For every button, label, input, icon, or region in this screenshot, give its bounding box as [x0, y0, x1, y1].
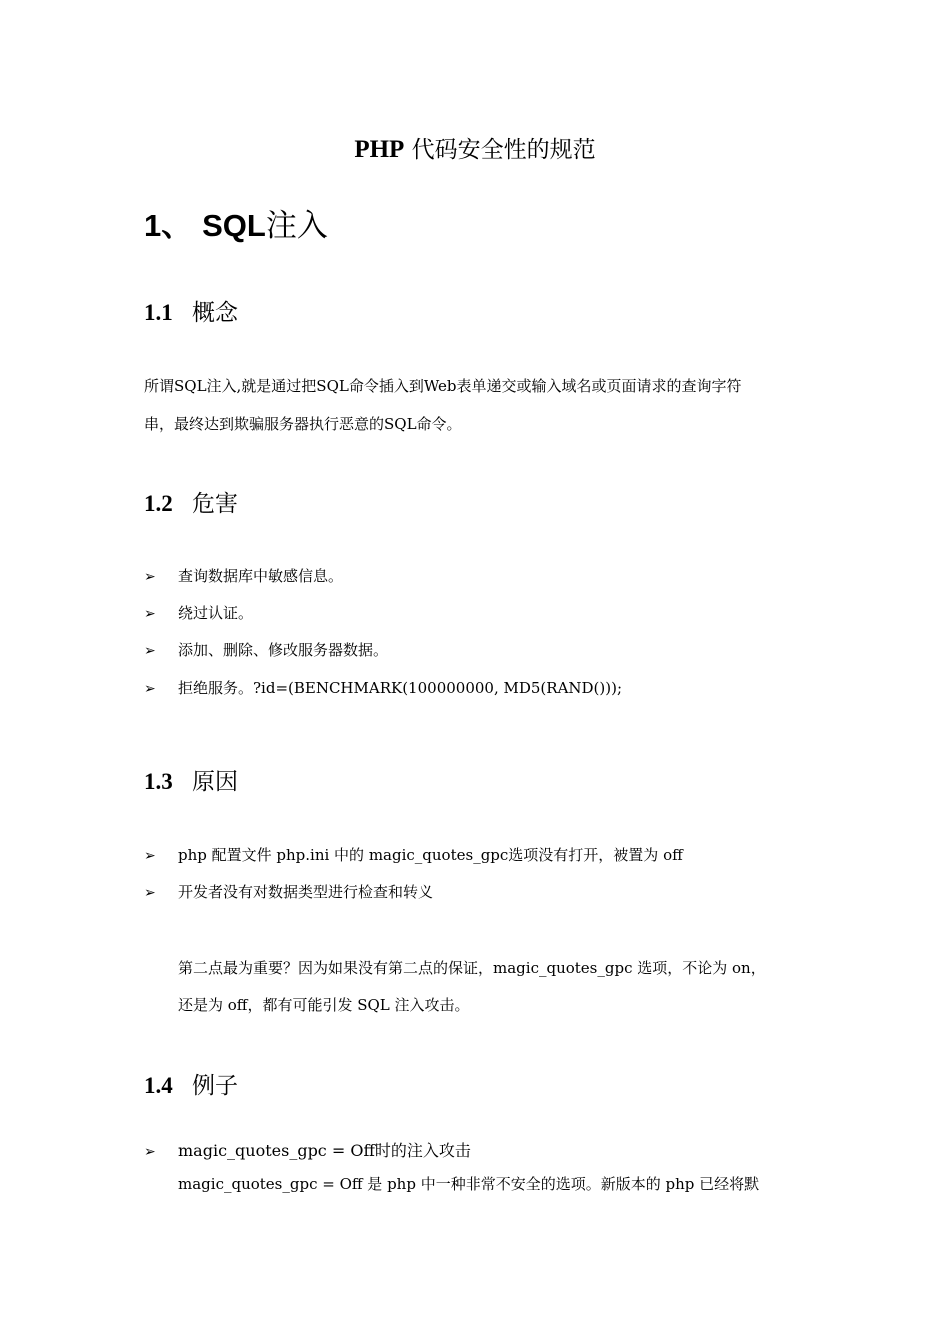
example-item-text: magic_quotes_gpc = Off时的注入攻击: [178, 1141, 471, 1160]
heading-1-rest: 注入: [265, 208, 328, 244]
heading-1: [144, 204, 328, 248]
cause-item: [144, 882, 433, 904]
document-title-bold: PHP: [354, 136, 405, 163]
heading-1-4: [144, 1070, 238, 1102]
example-item: [144, 1140, 471, 1163]
heading-1-2-number: 1.2: [144, 491, 173, 516]
cause-item-text: 开发者没有对数据类型进行检查和转义: [178, 883, 434, 901]
harm-item-text: 绕过认证。: [178, 604, 254, 622]
heading-1-3: [144, 766, 238, 798]
heading-1-sql: SQL: [202, 208, 266, 243]
arrowhead-bullet-icon: ➢: [144, 885, 156, 901]
heading-1-3-number: 1.3: [144, 769, 173, 794]
heading-1-1-number: 1.1: [144, 300, 173, 325]
cause-note-line-1: 第二点最为重要？因为如果没有第二点的保证，magic_quotes_gpc 选项，不论为 on，: [178, 959, 766, 977]
heading-1-3-title: 原因: [192, 769, 238, 795]
arrowhead-bullet-icon: ➢: [144, 1144, 156, 1160]
arrowhead-bullet-icon: ➢: [144, 643, 156, 659]
cause-item: [144, 845, 683, 867]
heading-1-2: [144, 488, 238, 520]
arrowhead-bullet-icon: ➢: [144, 606, 156, 622]
document-title: [0, 134, 950, 166]
arrowhead-bullet-icon: ➢: [144, 848, 156, 864]
concept-line-1: 所谓SQL注入,就是通过把SQL命令插入到Web表单递交或输入域名或页面请求的查询字符: [144, 377, 742, 395]
concept-line-2: 串，最终达到欺骗服务器执行恶意的SQL命令。: [144, 415, 462, 433]
harm-item-text: 拒绝服务。?id=(BENCHMARK(100000000, MD5(RAND()));: [178, 679, 623, 697]
heading-1-1: [144, 297, 238, 329]
heading-1-number: 1、: [144, 208, 193, 243]
arrowhead-bullet-icon: ➢: [144, 569, 156, 585]
harm-item: [144, 640, 388, 662]
example-line-1: magic_quotes_gpc = Off 是 php 中一种非常不安全的选项。新版本的 php 已经将默: [178, 1175, 760, 1193]
cause-item-text: php 配置文件 php.ini 中的 magic_quotes_gpc选项没有打开，被置为 off: [178, 846, 683, 864]
harm-item: [144, 678, 622, 700]
arrowhead-bullet-icon: ➢: [144, 681, 156, 697]
document-title-rest: 代码安全性的规范: [404, 137, 596, 163]
heading-1-4-title: 例子: [192, 1073, 238, 1099]
harm-item: [144, 566, 343, 588]
harm-item-text: 添加、删除、修改服务器数据。: [178, 641, 389, 659]
heading-1-2-title: 危害: [192, 491, 238, 517]
cause-note-line-2: 还是为 off，都有可能引发 SQL 注入攻击。: [178, 996, 470, 1014]
heading-1-1-title: 概念: [192, 300, 238, 326]
harm-item-text: 查询数据库中敏感信息。: [178, 567, 344, 585]
harm-item: [144, 603, 253, 625]
heading-1-4-number: 1.4: [144, 1073, 173, 1098]
